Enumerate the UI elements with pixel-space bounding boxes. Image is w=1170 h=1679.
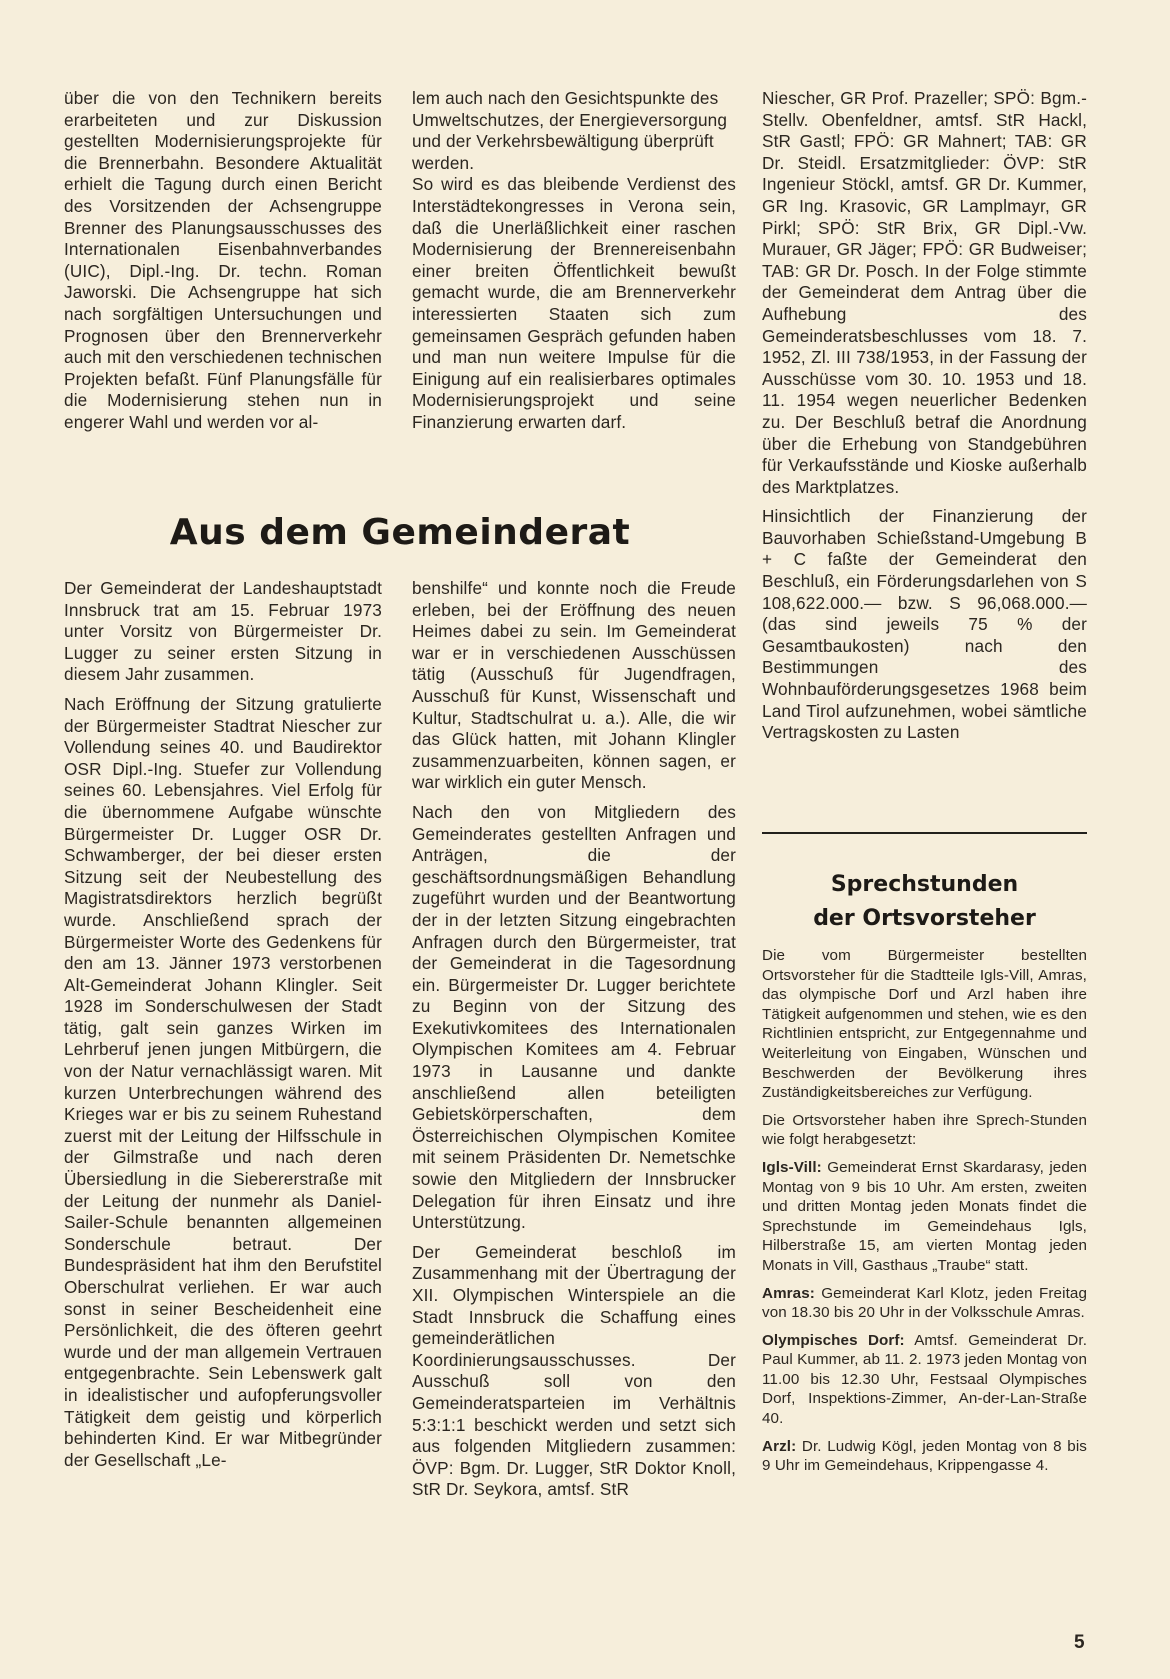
upper-column-2 <box>412 88 736 434</box>
article-headline: Aus dem Gemeinderat <box>169 512 631 553</box>
sidebar-title-line-2: der Ortsvorsteher <box>813 906 1036 931</box>
sidebar-note: Die Ortsvorsteher haben ihre Sprech-Stunden wie folgt herabgesetzt: <box>762 1111 1087 1149</box>
office-hours-arzl <box>762 1437 1087 1476</box>
paragraph: Der Gemeinderat beschloß im Zusammenhang mit der Übertragung der XII. Olympischen Winterspiele an die Stadt Innsbruck die Schaffung eines gemeinderätlichen Koordinierungsausschusses. Der Ausschuß soll von den Gemeinderatsparteien im Verhältnis 5:3:1:1 beschickt werden und setzt sich aus folgenden Mitgliedern zusammen: ÖVP: Bgm. Dr. Lugger, StR Doktor Knoll, StR Dr. Seykora, amtsf. StR <box>412 1241 736 1500</box>
entry-text: Gemeinderat Karl Klotz, jeden Freitag von 18.30 bis 20 Uhr in der Volksschule Amras. <box>762 1284 1087 1322</box>
paragraph: Nach den von Mitgliedern des Gemeinderates gestellten Anfragen und Anträgen, die der geschäftsordnungsmäßigen Behandlung zugeführt wurden und der Beantwortung der in der letzten Sitzung eingebrachten Anfragen durch den Bürgermeister, trat der Gemeinderat in die Tagesordnung ein. Bürgermeister Dr. Lugger berichtete zu Beginn von der Sitzung des Exekutivkomitees des Internationalen Olympischen Komitees am 4. Februar 1973 in Lausanne und dankte anschließend allen beteiligten Gebietskörperschaften, dem Österreichischen Olympischen Komitee mit seinem Präsidenten Dr. Nemetschke sowie den Mitgliedern der Innsbrucker Delegation für ihren Einsatz und ihre Unterstützung. <box>412 801 736 1233</box>
entry-text: Dr. Ludwig Kögl, jeden Montag von 8 bis 9 Uhr im Gemeindehaus, Krippengasse 4. <box>762 1437 1087 1475</box>
entry-label: Igls-Vill: <box>762 1158 822 1176</box>
paragraph: Hinsichtlich der Finanzierung der Bauvorhaben Schießstand-Umgebung B + C faßte der Gemeinderat den Beschluß, ein Förderungsdarlehen von S 108,622.000.— bzw. S 96,068.000.— (das sind jeweils 75 % der Gesamtbaukosten) nach den Bestimmungen des Wohnbauförderungsgesetzes 1968 beim Land Tirol aufzunehmen, wobei sämtliche Vertragskosten zu Lasten <box>762 506 1087 743</box>
paragraph: benshilfe“ und konnte noch die Freude erleben, bei der Eröffnung des neuen Heimes dabei zu sein. Im Gemeinderat war er in verschiedenen Ausschüssen tätig (Ausschuß für Jugendfragen, Ausschuß für Kunst, Wissenschaft und Kultur, Stadtschulrat u. a.). Alle, die wir das Glück hatten, mit Johann Klingler zusammenzuarbeiten, können sagen, er war wirklich ein guter Mensch. <box>412 578 736 793</box>
upper-column-1 <box>64 88 382 434</box>
paragraph: So wird es das bleibende Verdienst des Interstädtekongresses in Verona sein, daß die Unerläßlichkeit einer raschen Modernisierung der Brennereisenbahn einer breiten Öffentlichkeit bewußt gemacht wurde, die am Brennerverkehr interessierten Staaten sich zum gemeinsamen Gespräch gefunden haben und man nun weitere Impulse für die Einigung auf ein realisierbares optimales Modernisierungsprojekt und seine Finanzierung erwarten darf. <box>412 174 736 432</box>
entry-label: Olympisches Dorf: <box>762 1331 905 1349</box>
entry-label: Amras: <box>762 1284 815 1302</box>
office-hours-olympisches-dorf <box>762 1331 1087 1429</box>
paragraph: lem auch nach den Gesichtspunkte des Umweltschutzes, der Energieversorgung und der Verkehrsbewältigung überprüft werden. <box>412 88 728 173</box>
entry-text: Gemeinderat Ernst Skardarasy, jeden Montag von 9 bis 10 Uhr. Am ersten, zweiten und dritten Montag jeden Monats findet die Sprechstunde im Gemeindehaus Igls, Hilberstraße 15, am vierten Montag jeden Monats in Vill, Gasthaus „Traube“ statt. <box>762 1158 1087 1274</box>
paragraph: über die von den Technikern bereits erarbeiteten und zur Diskussion gestellten Modernisierungsprojekte für die Brennerbahn. Besondere Aktualität erhielt die Tagung durch einen Bericht des Vorsitzenden der Achsengruppe Brenner des Planungsausschusses des Internationalen Eisenbahnverbandes (UIC), Dipl.-Ing. Dr. techn. Roman Jaworski. Die Achsengruppe hat sich nach sorgfältigen Untersuchungen und Prognosen über den Brennerverkehr auch mit den verschiedenen technischen Projekten befaßt. Fünf Planungsfälle für die Modernisierung stehen nun in engerer Wahl und werden vor al- <box>64 88 382 432</box>
sidebar-intro: Die vom Bürgermeister bestellten Ortsvorsteher für die Stadtteile Igls-Vill, Amras, das olympische Dorf und Arzl haben ihre Tätigkeit aufgenommen und stehen, wie es den Richtlinien entspricht, zur Entgegennahme und Weiterleitung von Eingaben, Wünschen und Beschwerden der Bevölkerung ihres Zuständigkeitsbereiches zur Verfügung. <box>762 947 1087 1102</box>
article-column-1 <box>64 578 382 1471</box>
article-column-2 <box>412 578 736 1501</box>
entry-label: Arzl: <box>762 1437 797 1455</box>
paragraph: Niescher, GR Prof. Prazeller; SPÖ: Bgm.-Stellv. Obenfeldner, amtsf. StR Hackl, StR Gastl; FPÖ: GR Mahnert; TAB: GR Dr. Steidl. Ersatzmitglieder: ÖVP: StR Ingenieur Stöckl, amtsf. GR Dr. Kummer, GR Ing. Krasovic, GR Lamplmayr, GR Pirkl; SPÖ: StR Brix, GR Dipl.-Vw. Murauer, GR Jäger; FPÖ: GR Budweiser; TAB: GR Dr. Posch. In der Folge stimmte der Gemeinderat dem Antrag über die Aufhebung des Gemeinderatsbeschlusses vom 18. 7. 1952, Zl. III 738/1953, in der Fassung der Ausschüsse vom 30. 10. 1953 und 18. 11. 1954 wegen neuerlicher Bedenken zu. Der Beschluß betraf die Anordnung über die Erhebung von Standgebühren für Verkaufsstände und Kioske außerhalb des Marktplatzes. <box>762 88 1087 497</box>
page-number: 5 <box>1074 1632 1085 1653</box>
sidebar-title <box>762 868 1087 936</box>
sidebar-body <box>762 946 1087 1476</box>
office-hours-igls-vill <box>762 1158 1087 1276</box>
paragraph: Nach Eröffnung der Sitzung gratulierte der Bürgermeister Stadtrat Niescher zur Vollendung seines 40. und Baudirektor OSR Dipl.-Ing. Stuefer zur Vollendung seines 60. Lebensjahres. Viel Erfolg für die übernommene Aufgabe wünschte Bürgermeister Dr. Lugger OSR Dr. Schwamberger, der bei dieser ersten Sitzung seit der Neubestellung des Magistratsdirektors herzlich begrüßt wurde. Anschließend sprach der Bürgermeister Worte des Gedenkens für den am 13. Jänner 1973 verstorbenen Alt-Gemeinderat Johann Klingler. Seit 1928 im Sonderschulwesen der Stadt tätig, galt sein ganzes Wirken im Lehrberuf jenen jungen Mitbürgern, die von der Natur vernachlässigt waren. Mit kurzen Unterbrechungen während des Krieges war er bis zu seinem Ruhestand zuerst mit der Leitung der Hilfsschule in der Gilmstraße und nach deren Übersiedlung in die Siebererstraße mit der Leitung der nunmehr als Daniel-Sailer-Schule benannten allgemeinen Sonderschule betraut. Der Bundespräsident hat ihm den Berufstitel Oberschulrat verliehen. Er war auch sonst in seiner Bescheidenheit eine Persönlichkeit, die des öfteren geehrt wurde und der man allgemein Vertrauen entgegenbrachte. Sein Lebenswerk galt in idealistischer und aufopferungsvoller Tätigkeit dem geistig und körperlich behinderten Kind. Er war Mitbegründer der Gesellschaft „Le- <box>64 693 382 1470</box>
section-divider <box>762 832 1087 834</box>
sidebar-title-line-1: Sprechstunden <box>830 872 1019 897</box>
entry-text: Amtsf. Gemeinderat Dr. Paul Kummer, ab 11. 2. 1973 jeden Montag von 11.00 bis 12.30 Uhr, Festsaal Olympisches Dorf, Inspektions-Zimmer, An-der-Lan-Straße 40. <box>762 1331 1088 1428</box>
paragraph: Der Gemeinderat der Landeshauptstadt Innsbruck trat am 15. Februar 1973 unter Vorsitz von Bürgermeister Dr. Lugger zu seiner ersten Sitzung in diesem Jahr zusammen. <box>64 578 382 685</box>
office-hours-amras <box>762 1284 1087 1323</box>
article-column-3 <box>762 88 1087 744</box>
